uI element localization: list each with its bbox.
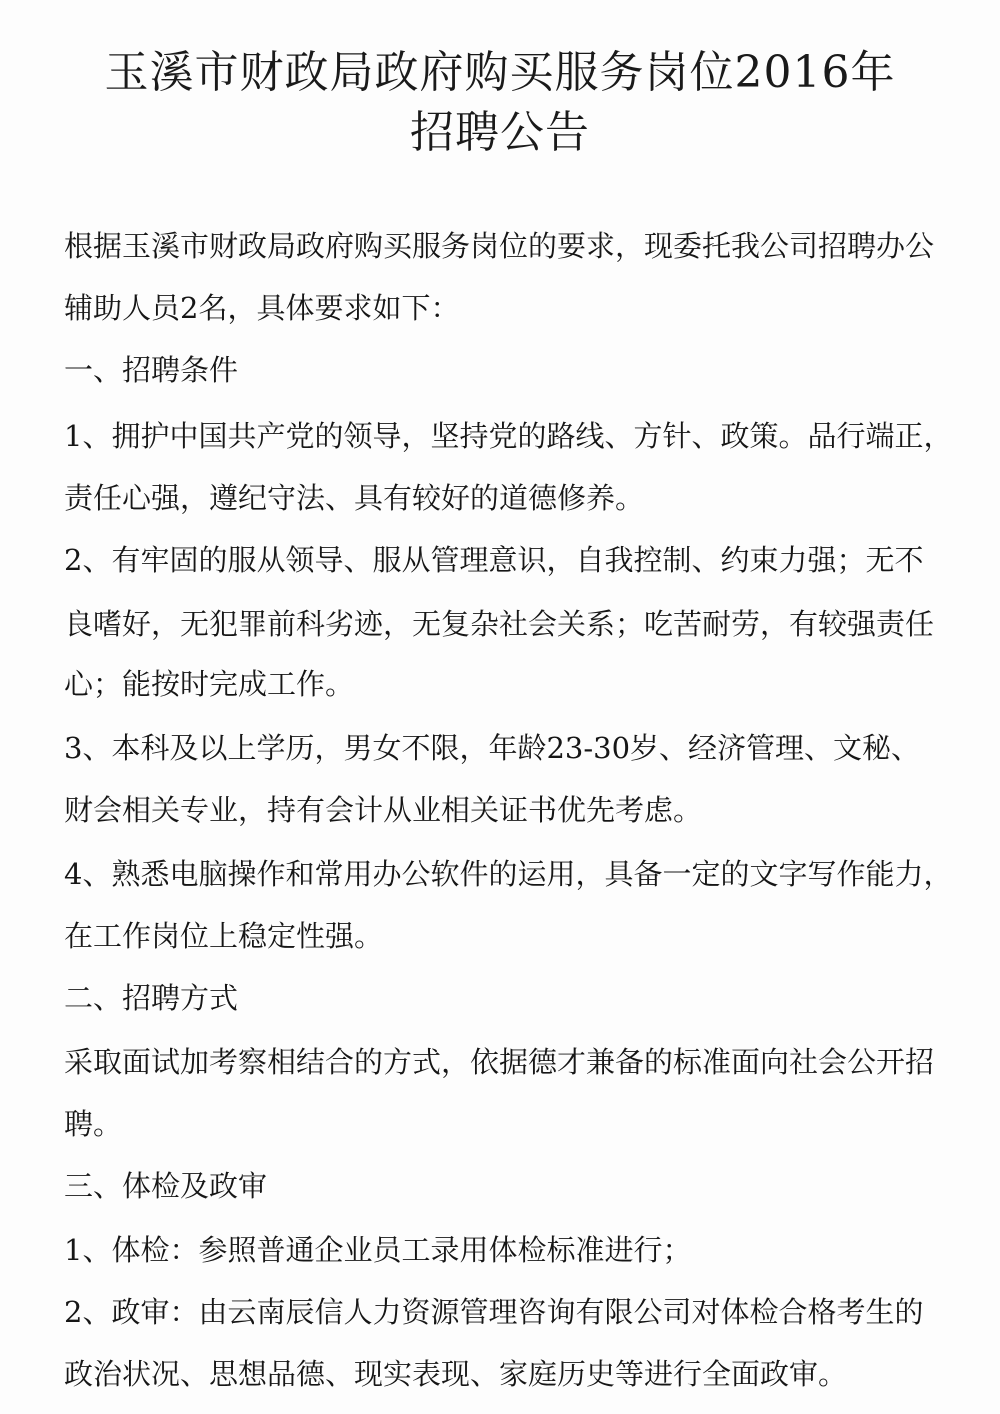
method-paragraph-line-2: 聘。 [64,1107,123,1141]
condition-item-2-line-2: 良嗜好，无犯罪前科劣迹，无复杂社会关系；吃苦耐劳，有较强责任 [64,607,935,641]
section-heading-recruitment-conditions: 一、招聘条件 [64,353,239,387]
section-heading-recruitment-method: 二、招聘方式 [64,981,239,1015]
document-title-line-2: 招聘公告 [410,107,590,158]
condition-item-3-line-1: 3、本科及以上学历，男女不限，年龄23-30岁、经济管理、文秘、 [64,731,921,765]
condition-item-1-line-2: 责任心强，遵纪守法、具有较好的道德修养。 [64,481,645,515]
section-heading-medical-and-political-review: 三、体检及政审 [64,1169,268,1203]
method-paragraph-line-1: 采取面试加考察相结合的方式，依据德才兼备的标准面向社会公开招 [64,1045,935,1079]
intro-paragraph-line-1: 根据玉溪市财政局政府购买服务岗位的要求，现委托我公司招聘办公 [64,229,935,263]
condition-item-2-line-3: 心；能按时完成工作。 [64,667,355,701]
condition-item-4-line-1: 4、熟悉电脑操作和常用办公软件的运用，具备一定的文字写作能力， [64,857,953,891]
intro-paragraph-line-2: 辅助人员2名，具体要求如下： [64,291,460,325]
review-item-2-line-1: 2、政审：由云南辰信人力资源管理咨询有限公司对体检合格考生的 [64,1295,924,1329]
condition-item-3-line-2: 财会相关专业，持有会计从业相关证书优先考虑。 [64,793,703,827]
condition-item-1-line-1: 1、拥护中国共产党的领导，坚持党的路线、方针、政策。品行端正， [64,419,953,453]
review-item-2-line-2: 政治状况、思想品德、现实表现、家庭历史等进行全面政审。 [64,1357,848,1391]
review-item-1-line-1: 1、体检：参照普通企业员工录用体检标准进行； [64,1233,692,1267]
document-title-line-1: 玉溪市财政局政府购买服务岗位2016年 [104,47,896,98]
condition-item-2-line-1: 2、有牢固的服从领导、服从管理意识，自我控制、约束力强；无不 [64,543,924,577]
condition-item-4-line-2: 在工作岗位上稳定性强。 [64,919,384,953]
